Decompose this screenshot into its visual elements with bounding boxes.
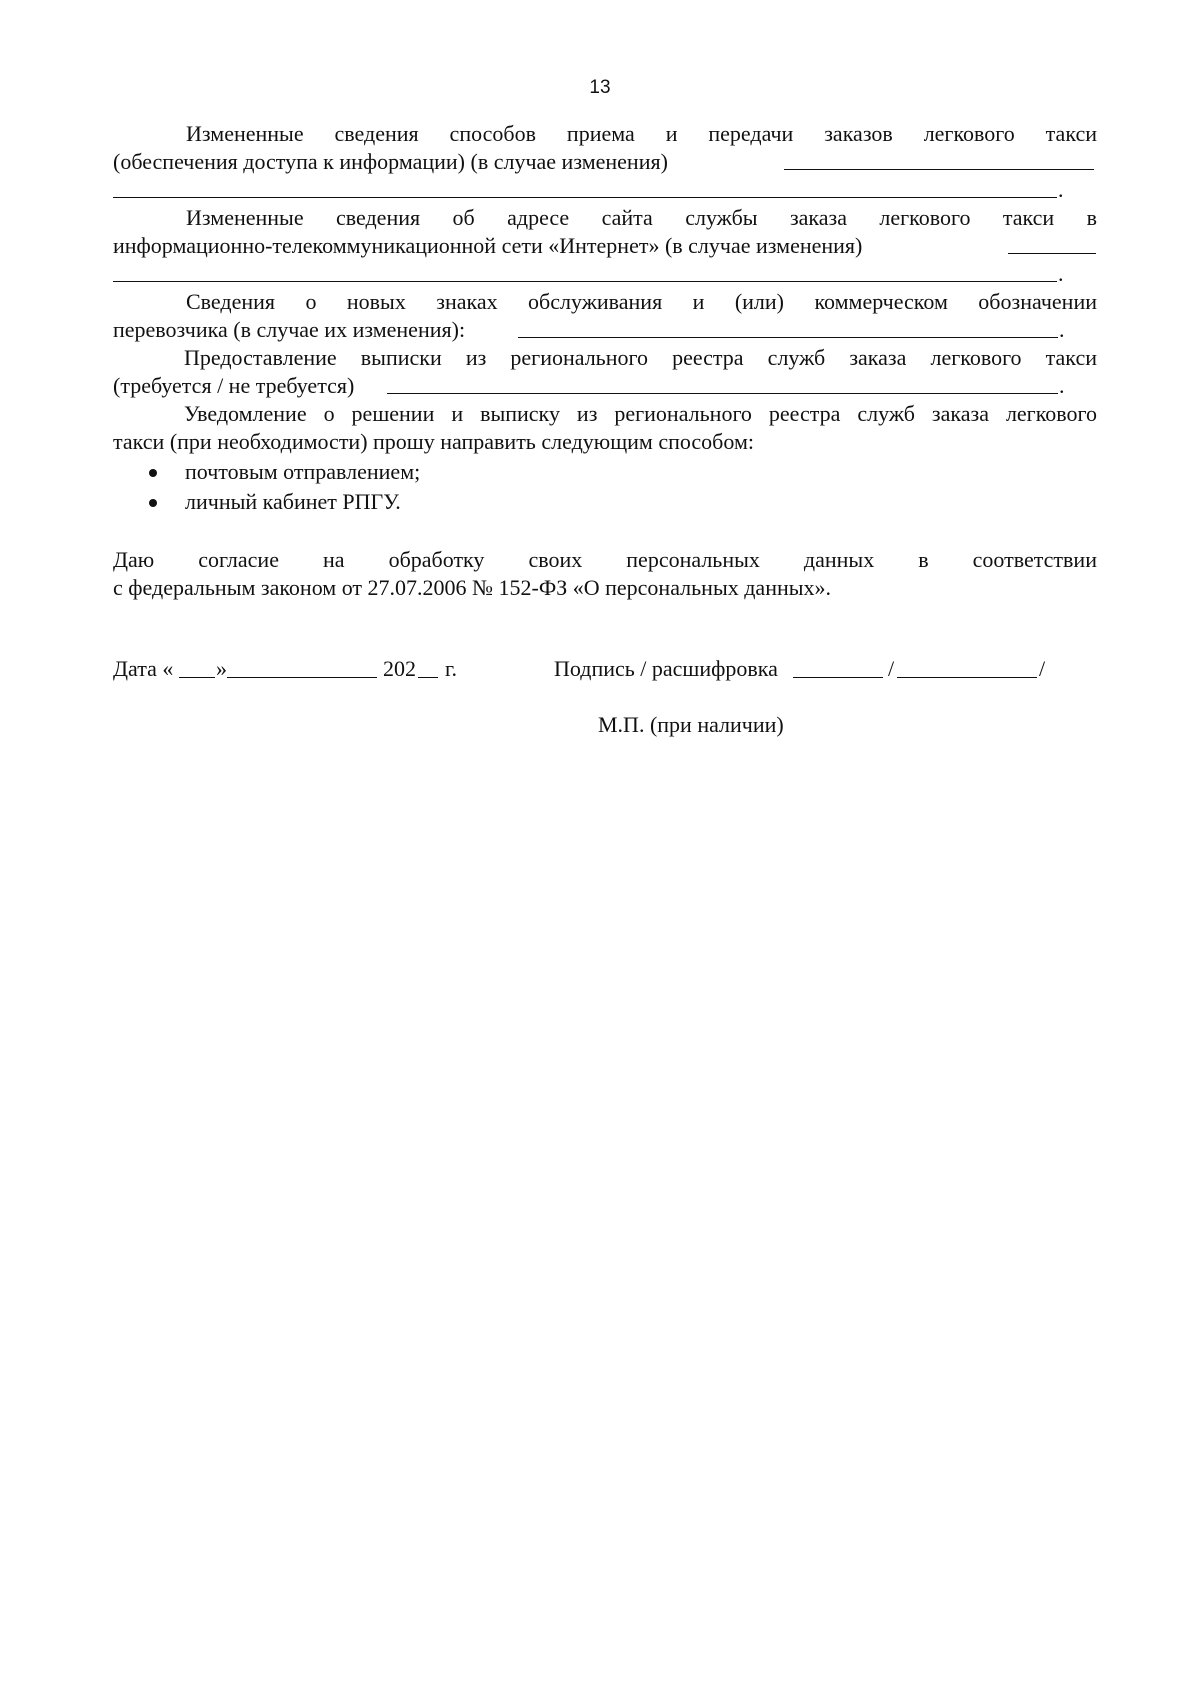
section1-fill-1[interactable] — [784, 149, 1094, 170]
list-item-label: почтовым отправлением; — [185, 459, 421, 484]
section5-line2 — [113, 428, 1097, 456]
consent-line2 — [113, 574, 1097, 602]
consent-word: своих — [528, 547, 583, 572]
date-year-field[interactable] — [418, 657, 438, 678]
section2-period: . — [1058, 261, 1064, 286]
consent-word: Даю — [113, 547, 155, 572]
name-decoding-field[interactable] — [897, 657, 1037, 678]
bullet-icon — [149, 499, 157, 507]
consent-word: обработку — [388, 547, 485, 572]
section1-text-2: (обеспечения доступа к информации) (в случае изменения) — [113, 149, 668, 174]
section4-fill[interactable] — [387, 373, 1058, 394]
section3-period: . — [1059, 317, 1065, 342]
section3-line2 — [113, 316, 1097, 344]
section4-text-2: (требуется / не требуется) — [113, 373, 355, 398]
delivery-method-list — [113, 458, 1097, 518]
signature-slash-1: / — [888, 656, 895, 681]
consent-word: персональных — [626, 547, 760, 572]
date-day-field[interactable] — [179, 657, 215, 678]
section1-text-1: Измененные сведения способов приема и передачи заказов легкового такси — [186, 121, 1097, 146]
form-body — [113, 120, 1097, 602]
date-month-field[interactable] — [227, 657, 377, 678]
consent-text-2: с федеральным законом от 27.07.2006 № 152-ФЗ «О персональных данных». — [113, 575, 832, 600]
section1-line1 — [113, 120, 1097, 148]
section2-line1 — [113, 204, 1097, 232]
section1-fill-2[interactable] — [113, 177, 1057, 198]
section3-fill[interactable] — [518, 317, 1058, 338]
signature-slash-2: / — [1039, 656, 1046, 681]
signature-row — [113, 655, 1103, 685]
consent-line1 — [113, 546, 1097, 574]
section4-period: . — [1059, 373, 1065, 398]
list-item[interactable] — [113, 488, 1097, 518]
section5-text-2: такси (при необходимости) прошу направить следующим способом: — [113, 429, 754, 454]
date-label-open: Дата « — [113, 656, 174, 681]
section4-line1 — [113, 344, 1097, 372]
section3-text-1: Сведения о новых знаках обслуживания и (или) коммерческом обозначении — [186, 289, 1097, 314]
date-year-prefix: 202 — [383, 656, 416, 681]
section2-line2 — [113, 232, 1097, 260]
page-number: 13 — [589, 77, 611, 98]
section2-text-2: информационно-телекоммуникационной сети «Интернет» (в случае изменения) — [113, 233, 863, 258]
section5-text-1: Уведомление о решении и выписку из регионального реестра служб заказа легкового — [184, 401, 1097, 426]
section4-text-1: Предоставление выписки из регионального реестра служб заказа легкового такси — [184, 345, 1097, 370]
date-year-suffix: г. — [445, 656, 458, 681]
list-item-label: личный кабинет РПГУ. — [185, 489, 401, 514]
consent-word: согласие — [198, 547, 279, 572]
section2-line3 — [113, 260, 1097, 288]
section1-period: . — [1058, 177, 1064, 202]
consent-word: соответствии — [972, 547, 1097, 572]
signature-field[interactable] — [793, 657, 883, 678]
section2-fill-2[interactable] — [113, 261, 1057, 282]
section1-line2 — [113, 148, 1097, 176]
section2-text-1: Измененные сведения об адресе сайта службы заказа легкового такси в — [186, 205, 1097, 230]
section4-line2 — [113, 372, 1097, 400]
bullet-icon — [149, 469, 157, 477]
consent-word: данных — [803, 547, 875, 572]
stamp-label: М.П. (при наличии) — [598, 712, 784, 737]
signature-label: Подпись / расшифровка — [554, 656, 778, 681]
section5-line1 — [113, 400, 1097, 428]
consent-word: в — [918, 547, 929, 572]
list-item[interactable] — [113, 458, 1097, 488]
consent-word: на — [323, 547, 345, 572]
date-label-close: » — [216, 656, 227, 681]
section2-fill-1[interactable] — [1008, 233, 1096, 254]
section3-line1 — [113, 288, 1097, 316]
section3-text-2: перевозчика (в случае их изменения): — [113, 317, 466, 342]
section1-line3 — [113, 176, 1097, 204]
